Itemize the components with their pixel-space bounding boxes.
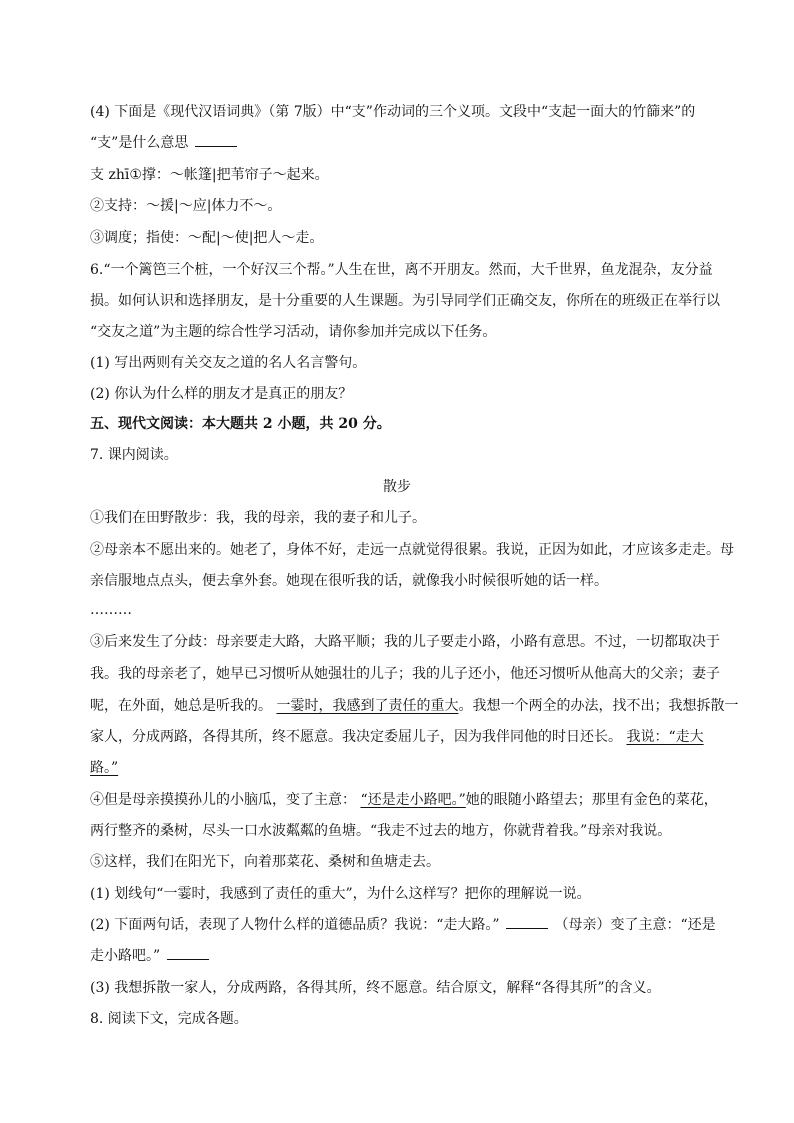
q6-subquestion-1: (1) 写出两则有关交友之道的名人名言警句。: [90, 355, 367, 371]
underlined-sentence: “还是走小路吧。”: [360, 792, 466, 808]
passage-text: 呢，在外面，她总是听我的。: [90, 698, 272, 714]
q4-definition-2: ②支持：～援|～应|体力不～。: [90, 198, 282, 214]
underlined-sentence: 路。”: [90, 760, 119, 776]
passage-text: 家人，分成两路，各得其所，终不愿意。我决定委屈儿子，因为我伴同他的时日还长。: [90, 729, 622, 745]
q6-subquestion-2: (2) 你认为什么样的朋友才是真正的朋友？: [90, 386, 353, 402]
passage-paragraph-5: ⑤这样，我们在阳光下，向着那菜花、桑树和鱼塘走去。: [90, 854, 440, 870]
q7-subquestion-3: (3) 我想拆散一家人，分成两路，各得其所，终不愿意。结合原文，解释“各得其所”的含义。: [90, 980, 661, 996]
q6-line-1: 6.“一个篱笆三个桩，一个好汉三个帮。”人生在世，离不开朋友。然而，大千世界，鱼龙混杂，友分益: [90, 262, 713, 278]
passage-text: ④但是母亲摸摸孙儿的小脑瓜，变了主意：: [90, 792, 356, 808]
q7-subquestion-2-line-2: [90, 946, 730, 966]
q4-question-text: “支”是什么意思: [90, 135, 189, 151]
q6-line-2: 损。如何认识和选择朋友，是十分重要的人生课题。为引导同学们正确交友，你所在的班级正在举行以: [90, 293, 720, 309]
section-heading: 五、现代文阅读：本大题共 2 小题，共 20 分。: [90, 416, 391, 432]
passage-title: 散步: [383, 479, 411, 495]
q4-line-1: (4) 下面是《现代汉语词典》（第 7版）中“支”作动词的三个义项。文段中“支起一面大的竹篩来”的: [90, 104, 696, 120]
passage-paragraph-3-line-4: [90, 727, 730, 747]
q7-subquestion-1: (1) 划线句“一霎时，我感到了责任的重大”，为什么这样写？把你的理解说一说。: [90, 886, 591, 902]
q7-intro: 7. 课内阅读。: [90, 447, 178, 463]
passage-paragraph-2-line-1: ②母亲本不愿出来的。她老了，身体不好，走远一点就觉得很累。我说，正因为如此，才应该多走走。母: [90, 542, 734, 558]
passage-paragraph-1: ①我们在田野散步：我，我的母亲，我的妻子和儿子。: [90, 510, 426, 526]
question-text: (2) 下面两句话，表现了人物什么样的道德品质？我说：“走大路。”: [90, 917, 500, 933]
underlined-sentence: 一霎时，我感到了责任的重大: [276, 698, 459, 714]
underlined-sentence: 我说：“走大: [626, 729, 704, 745]
passage-paragraph-3-line-5: [90, 758, 730, 778]
q7-subquestion-2-line-1: [90, 915, 730, 935]
q8-intro: 8. 阅读下文，完成各题。: [90, 1011, 248, 1027]
answer-blank[interactable]: [195, 134, 237, 147]
q4-line-2: [90, 133, 730, 153]
question-text: （母亲）变了主意：“还是: [554, 917, 716, 933]
q4-definition-3: ③调度；指使：～配|～使|把人～走。: [90, 230, 324, 246]
passage-ellipsis: ………: [90, 602, 132, 618]
passage-paragraph-4-line-2: 两行整齐的桑树，尽头一口水波粼粼的鱼塘。“我走不过去的地方，你就背着我。”母亲对我说。: [90, 823, 672, 839]
passage-text: 。我想一个两全的办法，找不出；我想拆散一: [458, 698, 739, 714]
passage-paragraph-3-line-2: 我。我的母亲老了，她早已习惯听从她强壮的儿子；我的儿子还小，他还习惯听从他高大的父亲；妻子: [90, 666, 720, 682]
q6-line-3: “交友之道”为主题的综合性学习活动，请你参加并完成以下任务。: [90, 324, 497, 340]
q4-definition-1: 支 zhī①撑：～帐篷|把苇帘子～起来。: [90, 167, 329, 183]
answer-blank[interactable]: [506, 916, 548, 929]
answer-blank[interactable]: [167, 947, 209, 960]
passage-paragraph-3-line-1: ③后来发生了分歧：母亲要走大路，大路平顺；我的儿子要走小路，小路有意思。不过，一切都取决于: [90, 634, 720, 650]
question-text: 走小路吧。”: [90, 948, 161, 964]
passage-paragraph-3-line-3: [90, 696, 739, 716]
passage-paragraph-2-line-2: 亲信服地点点头，便去拿外套。她现在很听我的话，就像我小时候很听她的话一样。: [90, 573, 608, 589]
passage-paragraph-4-line-1: [90, 790, 730, 810]
passage-text: 她的眼随小路望去；那里有金色的菜花，: [465, 792, 718, 808]
